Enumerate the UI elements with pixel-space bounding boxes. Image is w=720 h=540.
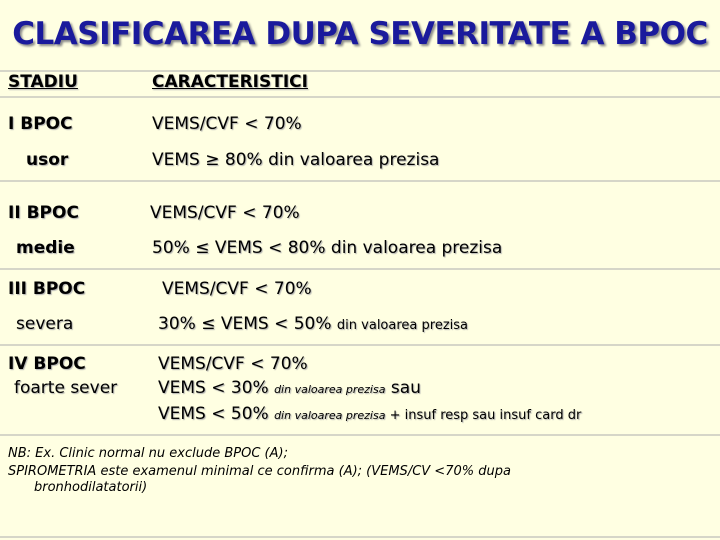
divider — [0, 96, 720, 98]
stage-name: I BPOC — [8, 114, 73, 134]
stage-line3-tail: + insuf resp sau insuf card dr — [385, 408, 582, 423]
note-line1: NB: Ex. Clinic normal nu exclude BPOC (A); — [8, 446, 288, 461]
divider — [0, 70, 720, 72]
divider — [0, 434, 720, 436]
stage-qualifier: severa — [16, 314, 74, 334]
stage-line1: VEMS/CVF < 70% — [152, 114, 302, 134]
stage-name: IV BPOC — [8, 354, 86, 374]
divider — [0, 180, 720, 182]
stage-line2-small: din valoarea prezisa — [336, 318, 468, 333]
stage-name: III BPOC — [8, 279, 86, 299]
stage-line2-main: VEMS < 30% — [158, 378, 275, 398]
stage-line1: VEMS/CVF < 70% — [162, 279, 312, 299]
stage-qualifier: medie — [16, 238, 75, 258]
stage-line3-small: din valoarea prezisa — [274, 409, 386, 422]
header-stadiu: STADIU — [8, 72, 78, 92]
stage-line1: VEMS/CVF < 70% — [158, 354, 308, 374]
stage-qualifier: foarte sever — [14, 378, 118, 398]
stage-qualifier: usor — [26, 150, 69, 170]
stage-line3-main: VEMS < 50% — [158, 404, 275, 424]
page-title: CLASIFICAREA DUPA SEVERITATE A BPOC — [12, 16, 708, 52]
stage-line2 — [158, 378, 421, 400]
stage-name: II BPOC — [8, 203, 79, 223]
stage-line2 — [158, 314, 468, 336]
note-line2: SPIROMETRIA este examenul minimal ce confirma (A); (VEMS/CV <70% dupa — [8, 464, 511, 479]
stage-line2: 50% ≤ VEMS < 80% din valoarea prezisa — [152, 238, 503, 258]
divider — [0, 268, 720, 270]
stage-line1: VEMS/CVF < 70% — [150, 203, 300, 223]
header-caracteristici: CARACTERISTICI — [152, 72, 308, 92]
divider — [0, 344, 720, 346]
stage-line2-main: 30% ≤ VEMS < 50% — [158, 314, 337, 334]
stage-line2: VEMS ≥ 80% din valoarea prezisa — [152, 150, 440, 170]
note-line3: bronhodilatatorii) — [34, 480, 148, 495]
divider — [0, 536, 720, 538]
stage-line2-small: din valoarea prezisa — [274, 383, 386, 396]
stage-line3 — [158, 404, 581, 426]
stage-line2-tail: sau — [385, 378, 421, 398]
